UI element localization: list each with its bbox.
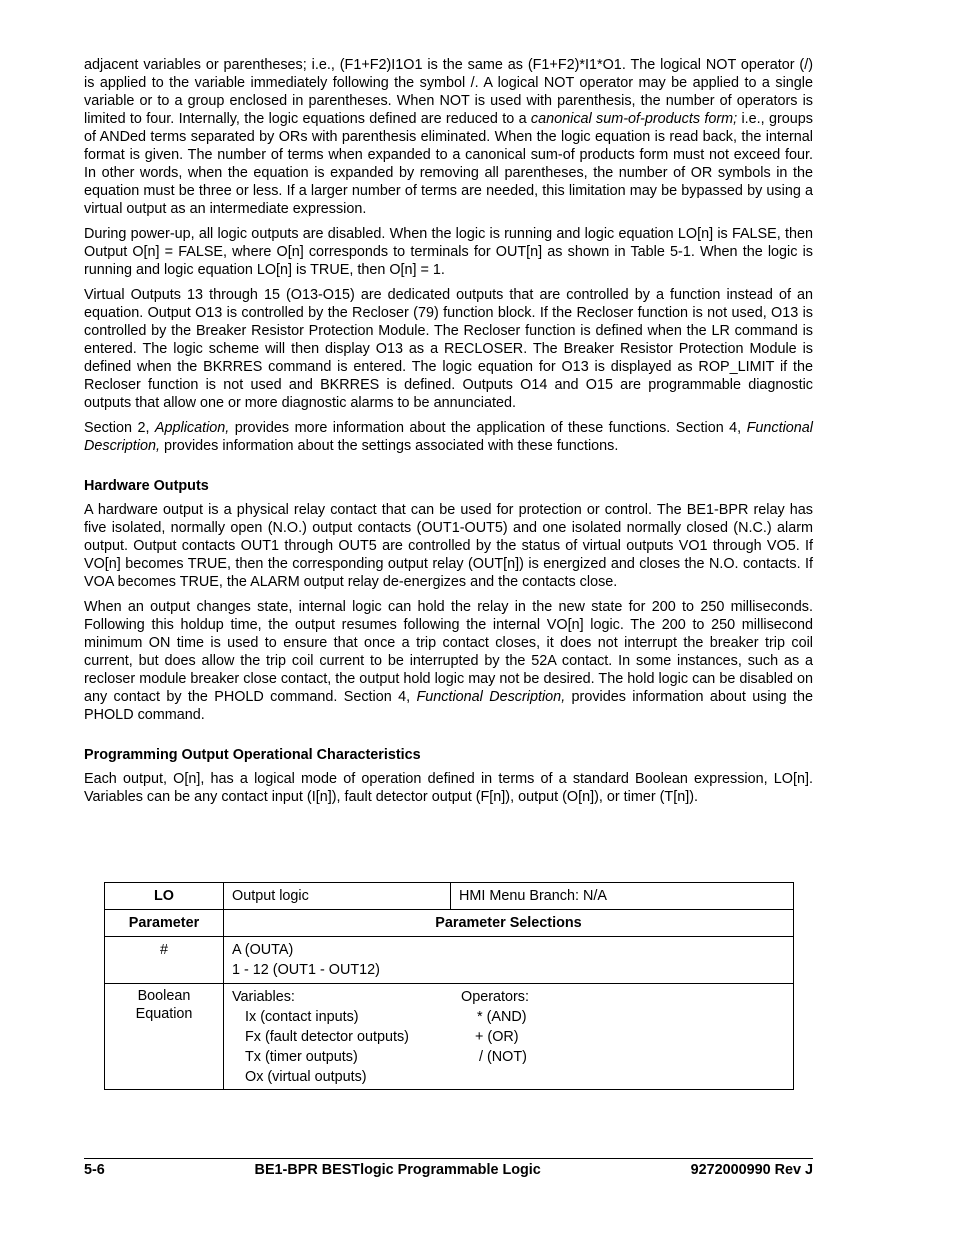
- variable-item: Ix (contact inputs): [245, 1009, 359, 1025]
- selection-line: 1 - 12 (OUT1 - OUT12): [232, 962, 380, 978]
- table-row: [105, 910, 794, 937]
- operator-item: * (AND): [477, 1009, 527, 1025]
- emphasis-text: Application,: [154, 420, 230, 436]
- text-run: Section 2,: [84, 420, 155, 436]
- variables-label: Variables:: [232, 989, 295, 1005]
- heading-hardware-outputs: Hardware Outputs: [84, 478, 209, 494]
- selections-cell: [224, 937, 794, 984]
- lo-command-table: [104, 882, 794, 1090]
- paragraph-output-mode: Each output, O[n], has a logical mode of operation defined in terms of a standard Boolean expression, LO[n]. Variables can be any contact input (I[n]), fault detector output (F[n]), output (O[n]), or timer (T[n]).: [84, 771, 813, 805]
- variable-item: Tx (timer outputs): [245, 1049, 358, 1065]
- variable-item: Ox (virtual outputs): [245, 1069, 367, 1085]
- selections-cell: [224, 984, 794, 1090]
- paragraph-hardware-output: A hardware output is a physical relay contact that can be used for protection or control. The BE1-BPR relay has five isolated, normally open (N.O.) output contacts (OUT1-OUT5) and one isolated normally closed (N.C.) alarm output. Output contacts OUT1 through OUT5 are controlled by the status of virtual outputs VO1 through VO5. If VO[n] becomes TRUE, then the corresponding output relay (OUT[n]) is energized and closes the N.O. contacts. If VOA becomes TRUE, the ALARM output relay de-energizes and the contacts close.: [84, 502, 813, 590]
- command-cell: LO: [105, 883, 224, 910]
- boolean-columns: [232, 987, 785, 1087]
- parameter-cell: [105, 984, 224, 1090]
- text-run: adjacent variables or parentheses; i.e., (F1+F2)I1O1 is the same as (F1+F2)*I1*O1. The logical NOT operator (/) is applied to the variable immediately following the symbol /. A logical NOT operator may be applied to a single variable or to a group enclosed in parentheses. When NOT is used with parenthesis, the number of operators is limited to four. Internally, the logic equations defined are reduced to a: [84, 57, 813, 127]
- operators-label: Operators:: [461, 989, 529, 1005]
- page-body: [84, 56, 813, 813]
- footer-title: BE1-BPR BESTlogic Programmable Logic: [254, 1162, 541, 1178]
- emphasis-text: Functional Description,: [84, 420, 813, 454]
- operator-item: / (NOT): [479, 1049, 527, 1065]
- variables-column: [232, 987, 461, 1087]
- paragraph-virtual-outputs: Virtual Outputs 13 through 15 (O13-O15) are dedicated outputs that are controlled by a function instead of an equation. Output O13 is controlled by the Recloser (79) function block. If the Recloser function is not used, O13 is controlled by the Breaker Resistor Protection Module. The Recloser function is defined when the LR command is entered. The logic scheme will then display O13 as a RECLOSER. The Breaker Resistor Protection Module is defined when the BKRRES command is entered. The logic equation for O13 is displayed as ROP_LIMIT if the Recloser function is not used and BKRRES is defined. Outputs O14 and O15 are programmable diagnostic outputs that allow one or more diagnostic alarms to be annunciated.: [84, 287, 813, 411]
- paragraph-logic-operators: [84, 56, 813, 218]
- selections-header: Parameter Selections: [224, 910, 794, 937]
- document-number: 9272000990 Rev J: [690, 1162, 813, 1178]
- table-row: [105, 937, 794, 984]
- table-row: [105, 984, 794, 1090]
- operator-item: + (OR): [475, 1029, 519, 1045]
- emphasis-text: canonical sum-of-products form;: [530, 111, 738, 127]
- parameter-label: Equation: [135, 1006, 193, 1022]
- parameter-label: Boolean: [137, 988, 191, 1004]
- selection-line: A (OUTA): [232, 942, 294, 958]
- page-number: 5-6: [84, 1162, 105, 1178]
- text-run: provides information about using the PHOLD command.: [84, 689, 813, 723]
- page-footer: [84, 1158, 813, 1178]
- table-row: [105, 883, 794, 910]
- text-run: i.e., groups of ANDed terms separated by ORs with parenthesis eliminated. When the logic equation is read back, the internal format is given. The number of terms when expanded to a canonical sum-of products form must not exceed four. In other words, when the equation is expanded by removing all parentheses, the number of OR symbols in the equation must be three or less. If a larger number of terms are needed, this limitation may be bypassed by using a virtual output as an intermediate expression.: [84, 111, 813, 217]
- parameter-header: Parameter: [105, 910, 224, 937]
- description-cell: Output logic: [224, 883, 451, 910]
- parameter-cell: #: [105, 937, 224, 984]
- paragraph-section-references: [84, 419, 813, 455]
- text-run: provides more information about the application of these functions. Section 4,: [229, 420, 747, 436]
- operators-column: [461, 987, 529, 1087]
- hmi-menu-cell: HMI Menu Branch: N/A: [451, 883, 794, 910]
- paragraph-holdup-time: [84, 598, 813, 724]
- text-run: provides information about the settings associated with these functions.: [159, 438, 619, 454]
- emphasis-text: Functional Description,: [416, 689, 566, 705]
- heading-programming-output: Programming Output Operational Characteristics: [84, 747, 421, 763]
- paragraph-power-up: During power-up, all logic outputs are disabled. When the logic is running and logic equation LO[n] is FALSE, then Output O[n] = FALSE, where O[n] corresponds to terminals for OUT[n] as shown in Table 5-1. When the logic is running and logic equation LO[n] is TRUE, then O[n] = 1.: [84, 226, 813, 278]
- variable-item: Fx (fault detector outputs): [245, 1029, 409, 1045]
- text-run: When an output changes state, internal logic can hold the relay in the new state for 200 to 250 milliseconds. Following this holdup time, the output resumes following the internal VO[n] logic. The 200 to 250 millisecond minimum ON time is used to ensure that once a trip contact closes, it does not interrupt the breaker trip coil current, but does allow the trip coil current to be interrupted by the 52A contact. In some instances, such as a recloser module breaker close contact, the output hold logic may not be desired. The hold logic can be disabled on any contact by the PHOLD command. Section 4,: [84, 599, 813, 705]
